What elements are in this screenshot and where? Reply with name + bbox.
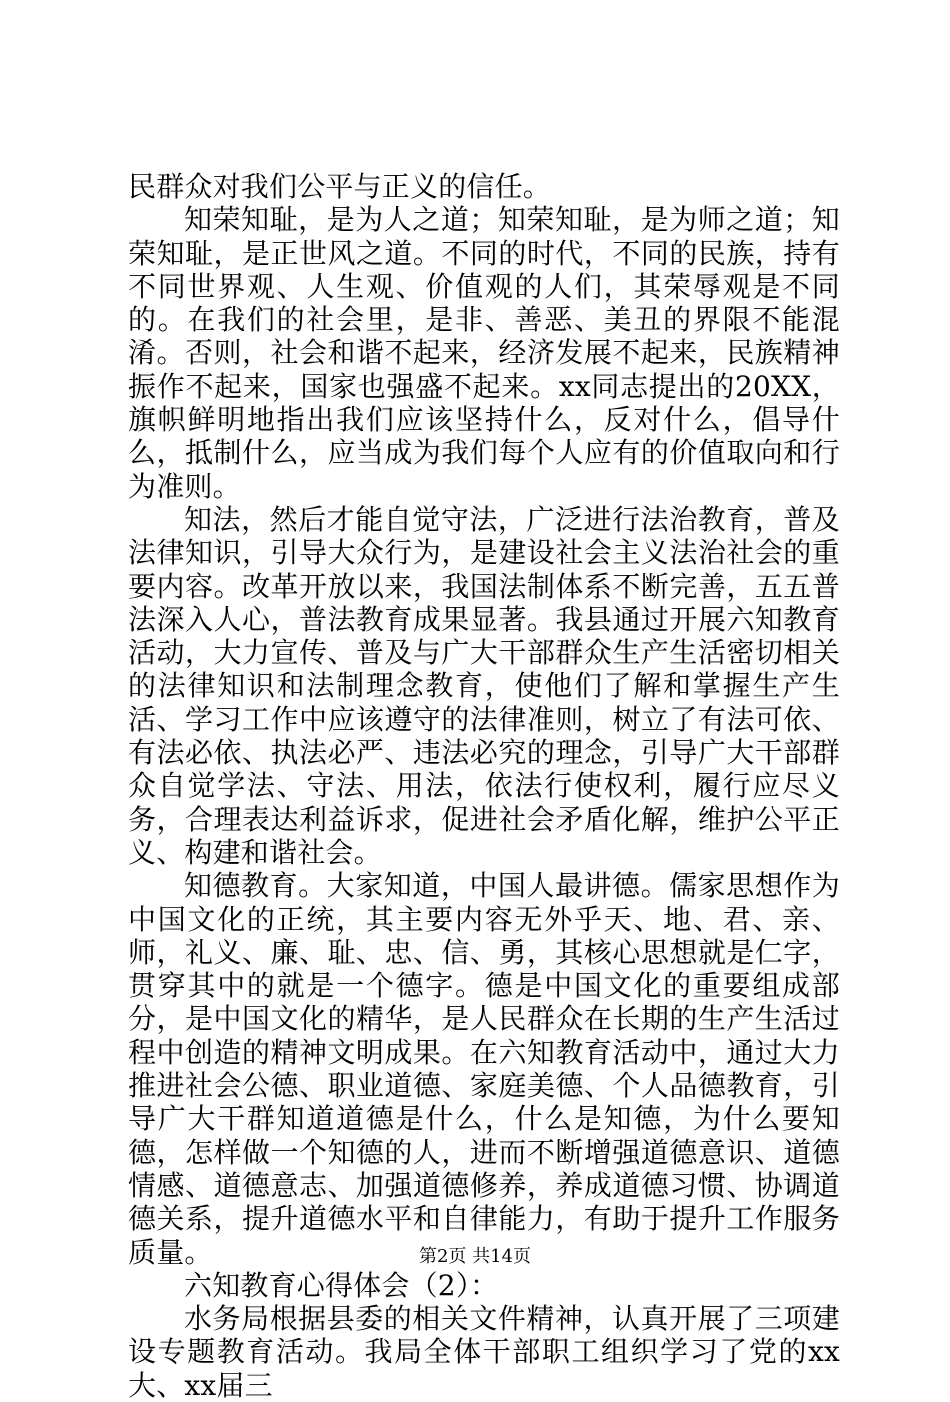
paragraph-5: 水务局根据县委的相关文件精神，认真开展了三项建设专题教育活动。我局全体干部职工组织学习了党的xx大、xx届三 [128,1302,840,1402]
page-number-footer: 第2页 共14页 [418,1246,532,1267]
paragraph-2: 知荣知耻，是为人之道；知荣知耻，是为师之道；知荣知耻，是正世风之道。不同的时代，不同的民族，持有不同世界观、人生观、价值观的人们，其荣辱观是不同的。在我们的社会里，是非、善恶、美丑的界限不能混淆。否则，社会和谐不起来，经济发展不起来，民族精神振作不起来，国家也强盛不起来。xx同志提出的20XX，旗帜鲜明地指出我们应该坚持什么，反对什么，倡导什么，抵制什么，应当成为我们每个人应有的价值取向和行为准则。 [128,203,840,503]
document-body [128,170,840,1402]
paragraph-4: 知德教育。大家知道，中国人最讲德。儒家思想作为中国文化的正统，其主要内容无外乎天、地、君、亲、师，礼义、廉、耻、忠、信、勇，其核心思想就是仁字，贯穿其中的就是一个德字。德是中国文化的重要组成部分，是中国文化的精华，是人民群众在长期的生产生活过程中创造的精神文明成果。在六知教育活动中，通过大力推进社会公德、职业道德、家庭美德、个人品德教育，引导广大干群知道道德是什么，什么是知德，为什么要知德，怎样做一个知德的人，进而不断增强道德意识、道德情感、道德意志、加强道德修养，养成道德习惯、协调道德关系，提升道德水平和自律能力，有助于提升工作服务质量。 [128,869,840,1269]
paragraph-1: 民群众对我们公平与正义的信任。 [128,170,552,203]
section-heading: 六知教育心得体会（2）： [184,1268,499,1302]
paragraph-3: 知法，然后才能自觉守法，广泛进行法治教育，普及法律知识，引导大众行为，是建设社会主义法治社会的重要内容。改革开放以来，我国法制体系不断完善，五五普法深入人心，普法教育成果显著。我县通过开展六知教育活动，大力宣传、普及与广大干部群众生产生活密切相关的法律知识和法制理念教育，使他们了解和掌握生产生活、学习工作中应该遵守的法律准则，树立了有法可依、有法必依、执法必严、违法必究的理念，引导广大干部群众自觉学法、守法、用法，依法行使权利，履行应尽义务，合理表达利益诉求，促进社会矛盾化解，维护公平正义、构建和谐社会。 [128,502,840,869]
